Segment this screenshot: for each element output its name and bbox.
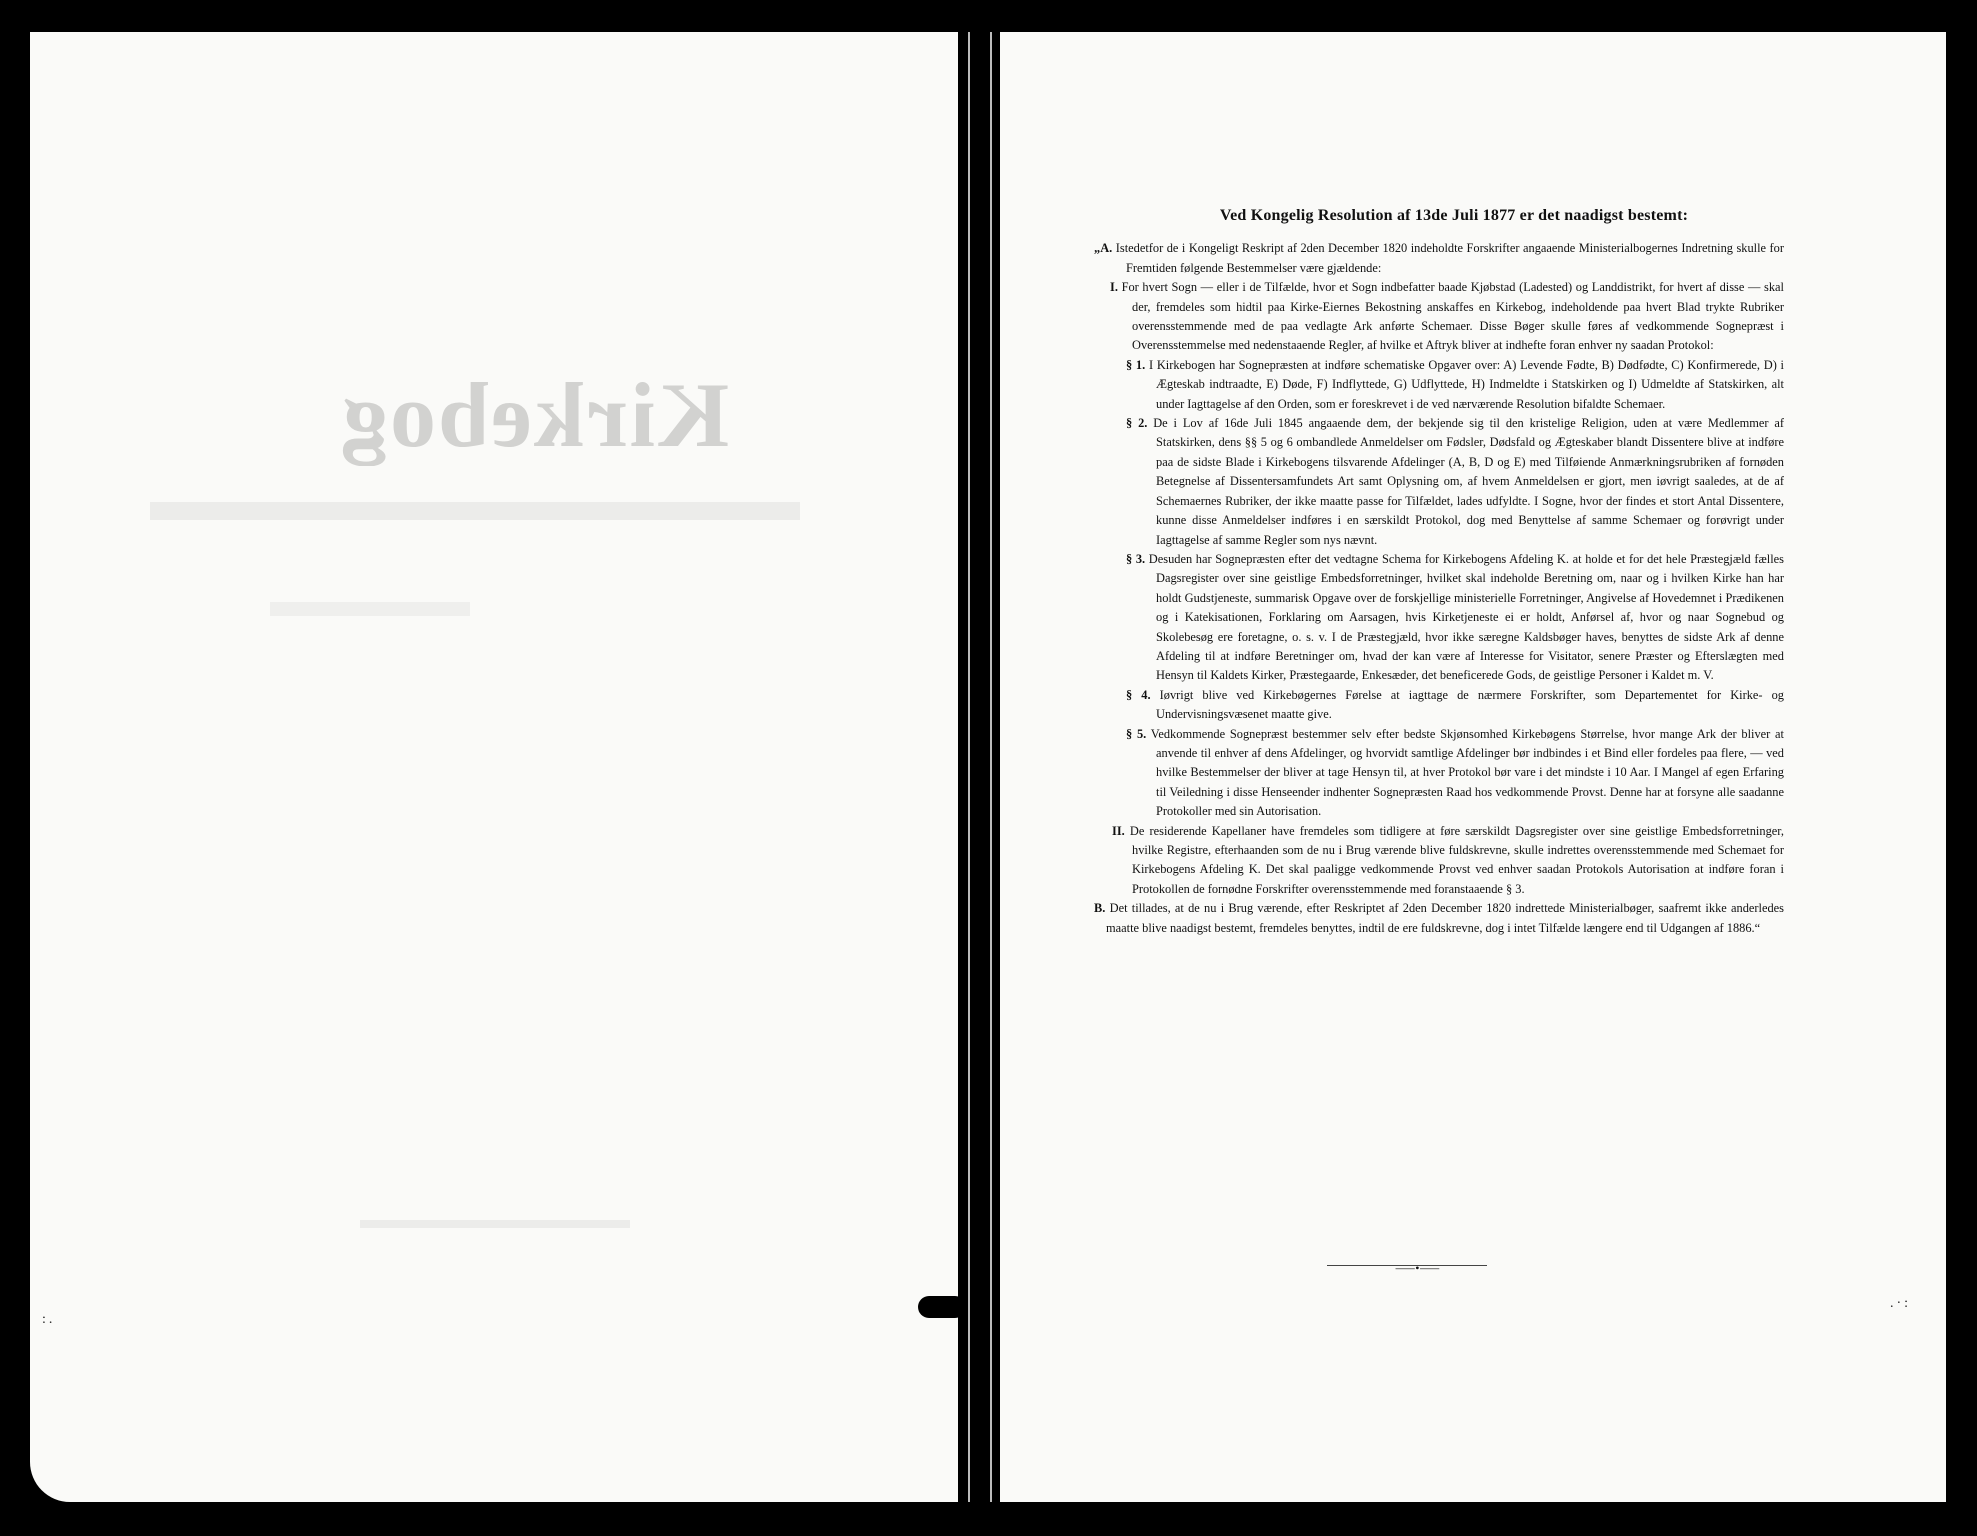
closing-ornament: ⸺•⸺ (1395, 1261, 1440, 1275)
bleed-through-line (270, 602, 470, 616)
paragraph-marker: § 2. (1126, 416, 1148, 431)
paragraph-text: I Kirkebogen har Sognepræsten at indføre schematiske Opgaver over: A) Levende Fødte, B) Dødfødte, C) Konfirmerede, D) i Ægteskab indtraadte, E) Døde, F) Indflyttede, G) Udflyttede, H) Indmeldte i Statskirken og I) Udmeldte af Statskirken, alt under Iagttagelse af den Orden, som er foreskrevet i de ved nærværende Resolution bifaldte Schemaer. (1148, 357, 1784, 411)
section-marker: II. (1112, 823, 1125, 838)
document-title: Ved Kongelig Resolution af 13de Juli 1877 er det naadigst bestemt: (1219, 207, 1689, 224)
paragraph-2 (1094, 414, 1784, 550)
section-II (1094, 822, 1784, 900)
paragraph-text: Desuden har Sognepræsten efter det vedtagne Schema for Kirkebogens Afdeling K. at holde et for det hele Præstegjæld fælles Dagsregister over sine geistlige Embedsforretninger, hvilket skal indeholde Beretning om, naar og i hvilken Kirke han har holdt Gudstjeneste, summarisk Opgave over de forskjellige ministerielle Forretninger, Angivelse af Hovedemnet i Prædikenen og i Katekisationen, Forklaring om Aarsagen, hvis Kirketjeneste ei er holdt, Anførsel af, hvor og naar Sognebud og Skolebesøg ere foretagne, o. s. v. I de Præstegjæld, hvor ikke særegne Kaldsbøger haves, benyttes de sidste Ark af denne Afdeling til at indføre Beretninger om, hvad der kan være af Interesse for Visitator, senere Præster og Efterslægten med Hensyn til Kaldets Kirker, Præstegaarde, Enkesæder, det beneficerede Gods, de geistlige Personer i Kaldet m. V. (1148, 551, 1784, 683)
gutter-edge-line (990, 32, 992, 1502)
section-text: De residerende Kapellaner have fremdeles som tidligere at føre særskildt Dagsregister over sine geistlige Embedsforretninger, hvilke Registre, efterhaanden som de nu i Brug værende blive fuldskrevne, skulle indrettes overensstemmende med Schemaet for Kirkebogens Afdeling K. Det skal paaligge vedkommende Provst ved enhver saadan Protokols Autorisation at indføre foran i Protokollen de fornødne Forskrifter overensstemmende med foranstaaende § 3. (1129, 823, 1784, 896)
section-text: For hvert Sogn — eller i de Tilfælde, hvor et Sogn indbefatter baade Kjøbstad (Ladested) og Landdistrikt, for hvert af disse — skal der, fremdeles som hidtil paa Kirke-Eiernes Bekostning anskaffes en Kirkebog, indeholdende paa hvert Blad trykte Rubriker overensstemmende med de paa vedlagte Ark anførte Schemaer. Disse Bøger skulle føres af vedkommende Sognepræst i Overensstemmelse med nedenstaaende Regler, af hvilke et Aftryk bliver at indhefte foran enhver ny saadan Protokol: (1121, 280, 1784, 353)
section-text: Istedetfor de i Kongeligt Reskript af 2den December 1820 indeholdte Forskrifter angaaende Ministerialbogernes Indretning skulle for Fremtiden følgende Bestemmelser være gjældende: (1115, 241, 1784, 275)
bleed-through-line (360, 1220, 630, 1228)
left-page (30, 32, 958, 1502)
section-marker: „A. (1094, 241, 1113, 256)
section-marker: B. (1094, 901, 1106, 916)
resolution-text (1094, 206, 1784, 938)
gutter-edge-line (968, 32, 970, 1502)
section-B (1094, 899, 1784, 938)
page-mark: .·: (1890, 1296, 1912, 1311)
section-A (1094, 239, 1784, 278)
paragraph-1 (1094, 356, 1784, 414)
section-I (1094, 278, 1784, 356)
paragraph-marker: § 1. (1126, 357, 1146, 372)
spine-stitch (918, 1296, 966, 1318)
section-marker: I. (1110, 280, 1118, 295)
paragraph-text: Vedkommende Sognepræst bestemmer selv efter bedste Skjønsomhed Kirkebøgens Størrelse, hvor mange Ark der bliver at anvende til enhver af dens Afdelinger, og hvorvidt samtlige Afdelinger bør indbindes i et Bind eller fordeles paa flere, — ved hvilke Bestemmelser der bliver at tage Hensyn til, at hver Protokol bør vare i det mindste i 10 Aar. I Mangel af egen Erfaring til Veiledning i disse Henseender indhenter Sognepræsten Raad hos vedkommende Provst. Denne har at forsyne alle saadanne Protokoller med sin Autorisation. (1150, 726, 1784, 819)
paragraph-3 (1094, 550, 1784, 686)
paragraph-text: Iøvrigt blive ved Kirkebøgernes Førelse at iagttage de nærmere Forskrifter, som Departementet for Kirke- og Undervisningsvæsenet maatte give. (1156, 687, 1784, 722)
paragraph-marker: § 4. (1126, 687, 1151, 702)
paragraph-marker: § 5. (1126, 726, 1147, 741)
bleed-through-line (150, 502, 800, 520)
page-mark: :. (42, 1312, 56, 1327)
paragraph-4 (1094, 686, 1784, 725)
paragraph-5 (1094, 725, 1784, 822)
paragraph-marker: § 3. (1126, 551, 1146, 566)
section-text: Det tillades, at de nu i Brug værende, efter Reskriptet af 2den December 1820 indrettede Ministerialbøger, saafremt ikke anderledes maatte blive naadigst bestemt, fremdeles benyttes, indtil de ere fuldskrevne, dog i intet Tilfælde længere end til Udgangen af 1886.“ (1106, 901, 1784, 935)
paragraph-text: De i Lov af 16de Juli 1845 angaaende dem, der bekjende sig til den kristelige Religion, uden at være Medlemmer af Statskirken, dens §§ 5 og 6 ombandlede Anmeldelser om Fødsler, Dødsfald og Ægteskaber blandt Dissentere blive at indføre paa de sidste Blade i Kirkebogens tilsvarende Afdelinger (A, B, D og E) med Tilføiende Anmærkningsrubriken af fornøden Betegnelse af Dissentersamfundets Art samt Oplysning om, af hvem Anmeldelsen er gjort, men iøvrigt saaledes, at de af Schemaernes Rubriker, der ikke maatte passe for Tilfældet, lades udfyldte. I Sogne, hvor der findes et stort Antal Dissentere, kunne disse Anmeldelser indføres i en særskildt Protokol, dog med Benyttelse af samme Schemaer og forøvrigt under Iagttagelse af samme Regler som nys nævnt. (1153, 416, 1784, 547)
bleed-through-heading: Kirkebog (340, 364, 730, 466)
